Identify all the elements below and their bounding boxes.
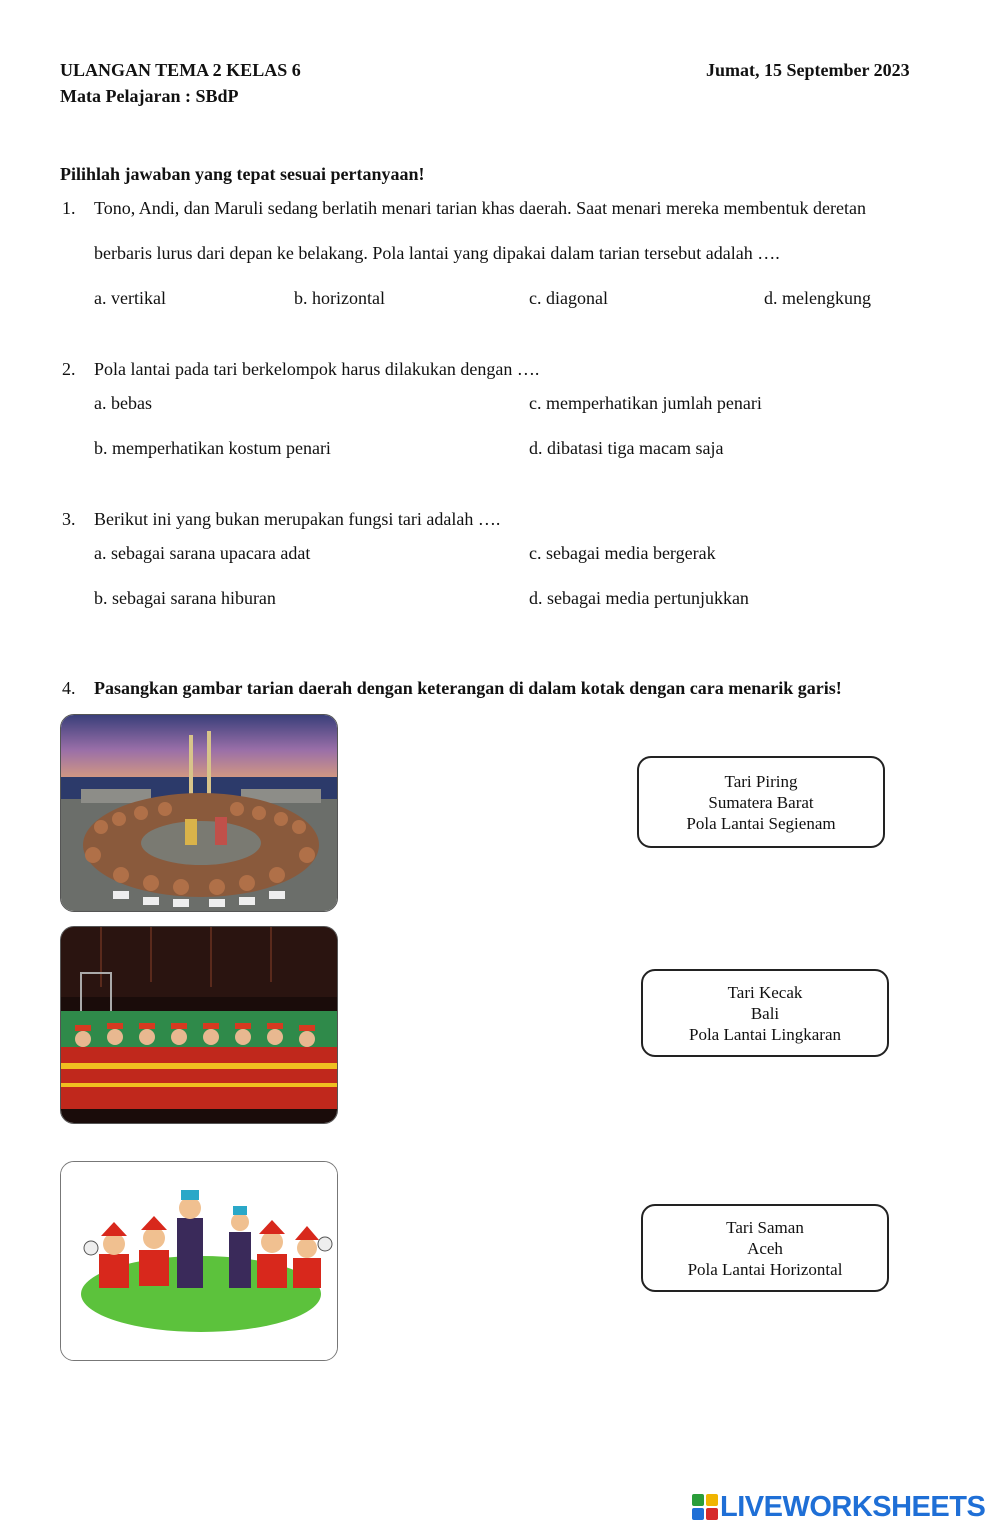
- kecak-dance-photo[interactable]: [60, 714, 338, 912]
- box-region: Sumatera Barat: [708, 792, 814, 812]
- box-dance-name: Tari Kecak: [727, 982, 803, 1002]
- q2-option-c[interactable]: c. memperhatikan jumlah penari: [529, 393, 762, 413]
- question-4-text: Pasangkan gambar tarian daerah dengan keterangan di dalam kotak dengan cara menarik garis!: [94, 678, 842, 698]
- q2-option-a[interactable]: a. bebas: [94, 393, 152, 413]
- q3-option-a[interactable]: a. sebagai sarana upacara adat: [94, 543, 311, 563]
- question-1-text-line2: berbaris lurus dari depan ke belakang. Pola lantai yang dipakai dalam tarian tersebut adalah ….: [94, 243, 780, 263]
- question-number: 1.: [62, 198, 76, 218]
- match-box-tari-saman[interactable]: [641, 1204, 889, 1292]
- q1-option-a[interactable]: a. vertikal: [94, 288, 166, 308]
- box-pattern: Pola Lantai Lingkaran: [688, 1024, 841, 1044]
- worksheet-title: ULANGAN TEMA 2 KELAS 6: [60, 60, 301, 80]
- q2-option-d[interactable]: d. dibatasi tiga macam saja: [529, 438, 724, 458]
- box-region: Bali: [750, 1003, 780, 1023]
- box-dance-name: Tari Piring: [724, 771, 798, 791]
- q1-option-c[interactable]: c. diagonal: [529, 288, 608, 308]
- tari-piring-cartoon[interactable]: [60, 1161, 338, 1361]
- q1-option-d[interactable]: d. melengkung: [764, 288, 871, 308]
- liveworksheets-logo: [692, 1490, 985, 1524]
- q2-option-b[interactable]: b. memperhatikan kostum penari: [94, 438, 331, 458]
- match-box-tari-kecak[interactable]: [641, 969, 889, 1057]
- match-box-tari-piring[interactable]: [637, 756, 885, 848]
- brand-name: LIVEWORKSHEETS: [720, 1490, 986, 1523]
- saman-dance-photo[interactable]: [60, 926, 338, 1124]
- question-2-text: Pola lantai pada tari berkelompok harus dilakukan dengan ….: [94, 359, 540, 379]
- question-3-text: Berikut ini yang bukan merupakan fungsi tari adalah ….: [94, 509, 501, 529]
- question-number: 2.: [62, 359, 76, 379]
- liveworksheets-icon: [692, 1494, 718, 1520]
- subject-label: Mata Pelajaran : SBdP: [60, 86, 239, 106]
- box-region: Aceh: [747, 1238, 783, 1258]
- box-pattern: Pola Lantai Segienam: [686, 813, 836, 833]
- question-number: 3.: [62, 509, 76, 529]
- question-number: 4.: [62, 678, 76, 698]
- question-1-text-line1: Tono, Andi, dan Maruli sedang berlatih menari tarian khas daerah. Saat menari mereka membentuk deretan: [94, 198, 866, 218]
- q3-option-b[interactable]: b. sebagai sarana hiburan: [94, 588, 276, 608]
- box-pattern: Pola Lantai Horizontal: [687, 1259, 843, 1279]
- q3-option-d[interactable]: d. sebagai media pertunjukkan: [529, 588, 749, 608]
- date-label: Jumat, 15 September 2023: [706, 60, 910, 80]
- q1-option-b[interactable]: b. horizontal: [294, 288, 385, 308]
- box-dance-name: Tari Saman: [726, 1217, 804, 1237]
- instruction: Pilihlah jawaban yang tepat sesuai pertanyaan!: [60, 164, 425, 184]
- q3-option-c[interactable]: c. sebagai media bergerak: [529, 543, 716, 563]
